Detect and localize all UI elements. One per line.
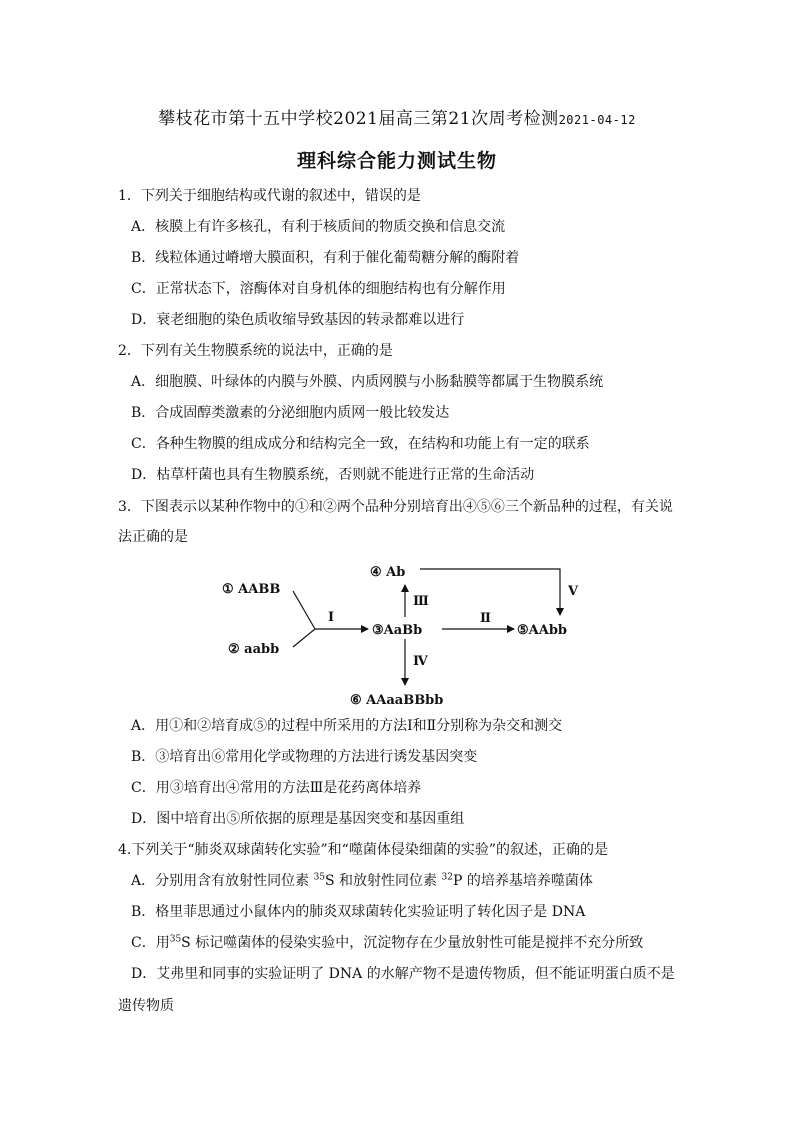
q3-option-b: B．③培育出⑥常用化学或物理的方法进行诱发基因突变 bbox=[131, 749, 478, 765]
node-2-aabb: ② aabb bbox=[228, 642, 280, 657]
q2-option-d: D．枯草杆菌也具有生物膜系统，否则就不能进行正常的生命活动 bbox=[131, 467, 535, 483]
q4-c-sup: 35 bbox=[169, 934, 182, 945]
q1-option-a: A．核膜上有许多核孔，有利于核质间的物质交换和信息交流 bbox=[131, 219, 506, 235]
q2-option-c: C．各种生物膜的组成成分和结构完全一致，在结构和功能上有一定的联系 bbox=[131, 436, 590, 452]
node-3-aabb: ③AaBb bbox=[372, 623, 423, 638]
q4-c-part1: C．用 bbox=[131, 935, 170, 951]
q1-option-d: D．衰老细胞的染色质收缩导致基因的转录都难以进行 bbox=[131, 312, 465, 328]
line-from-node-1 bbox=[293, 591, 315, 629]
q4-a-sup1: 35 bbox=[313, 872, 326, 883]
q2-option-a: A．细胞膜、叶绿体的内膜与外膜、内质网膜与小肠黏膜等都属于生物膜系统 bbox=[131, 374, 604, 390]
node-4-ab: ④ Ab bbox=[370, 565, 406, 580]
breeding-diagram bbox=[220, 557, 600, 709]
q4-stem: 4.下列关于“肺炎双球菌转化实验”和“噬菌体侵染细菌的实验”的叙述，正确的是 bbox=[118, 842, 608, 858]
q4-option-d-line2: 遗传物质 bbox=[118, 998, 174, 1014]
q1-option-c: C．正常状态下，溶酶体对自身机体的细胞结构也有分解作用 bbox=[131, 281, 506, 297]
node-6-aaaabbbb: ⑥ AAaaBBbb bbox=[350, 693, 444, 708]
q3-option-a: A．用①和②培育成⑤的过程中所采用的方法Ⅰ和Ⅱ分别称为杂交和测交 bbox=[131, 718, 563, 734]
q4-a-part2: S 和放射性同位素 bbox=[325, 873, 442, 889]
q4-c-part2: S 标记噬菌体的侵染实验中，沉淀物存在少量放射性可能是搅拌不充分所致 bbox=[181, 935, 644, 951]
exam-date: 2021-04-12 bbox=[558, 113, 636, 127]
method-5-label: Ⅴ bbox=[568, 584, 579, 599]
node-1-aabb: ① AABB bbox=[222, 582, 281, 597]
exam-header bbox=[0, 104, 794, 129]
q4-option-a bbox=[131, 871, 593, 891]
q4-a-sup2: 32 bbox=[441, 872, 453, 883]
q2-stem: 2．下列有关生物膜系统的说法中，正确的是 bbox=[118, 343, 393, 359]
school-exam-name: 攀枝花市第十五中学校2021届高三第21次周考检测 bbox=[158, 109, 559, 129]
line-from-node-2 bbox=[293, 629, 315, 647]
q4-option-d-line1: D．艾弗里和同事的实验证明了 DNA 的水解产物不是遗传物质，但不能证明蛋白质不是 bbox=[131, 966, 675, 982]
method-4-label: Ⅳ bbox=[413, 654, 428, 669]
q4-option-b: B．格里菲思通过小鼠体内的肺炎双球菌转化实验证明了转化因子是 DNA bbox=[131, 904, 586, 920]
q2-option-b: B．合成固醇类激素的分泌细胞内质网一般比较发达 bbox=[131, 405, 450, 421]
q3-option-d: D．图中培育出⑤所依据的原理是基因突变和基因重组 bbox=[131, 811, 465, 827]
node-5-aabb: ⑤AAbb bbox=[517, 623, 568, 638]
q3-option-c: C．用③培育出④常用的方法Ⅲ是花药离体培养 bbox=[131, 780, 422, 796]
method-3-label: Ⅲ bbox=[413, 594, 429, 609]
q4-a-part3: P 的培养基培养噬菌体 bbox=[452, 873, 593, 889]
q3-stem-line1: 3．下图表示以某种作物中的①和②两个品种分别培育出④⑤⑥三个新品种的过程，有关说 bbox=[118, 499, 673, 515]
method-1-label: Ⅰ bbox=[328, 610, 335, 625]
q4-option-c bbox=[131, 933, 643, 953]
q1-stem: 1．下列关于细胞结构或代谢的叙述中，错误的是 bbox=[118, 188, 421, 204]
arrow-method-5 bbox=[420, 569, 560, 615]
q3-stem-line2: 法正确的是 bbox=[118, 529, 188, 545]
q1-option-b: B．线粒体通过嵴增大膜面积，有利于催化葡萄糖分解的酶附着 bbox=[131, 250, 520, 266]
paper-title: 理科综合能力测试生物 bbox=[296, 150, 497, 172]
q4-a-part1: A．分别用含有放射性同位素 bbox=[131, 873, 314, 889]
method-2-label: Ⅱ bbox=[480, 611, 491, 626]
